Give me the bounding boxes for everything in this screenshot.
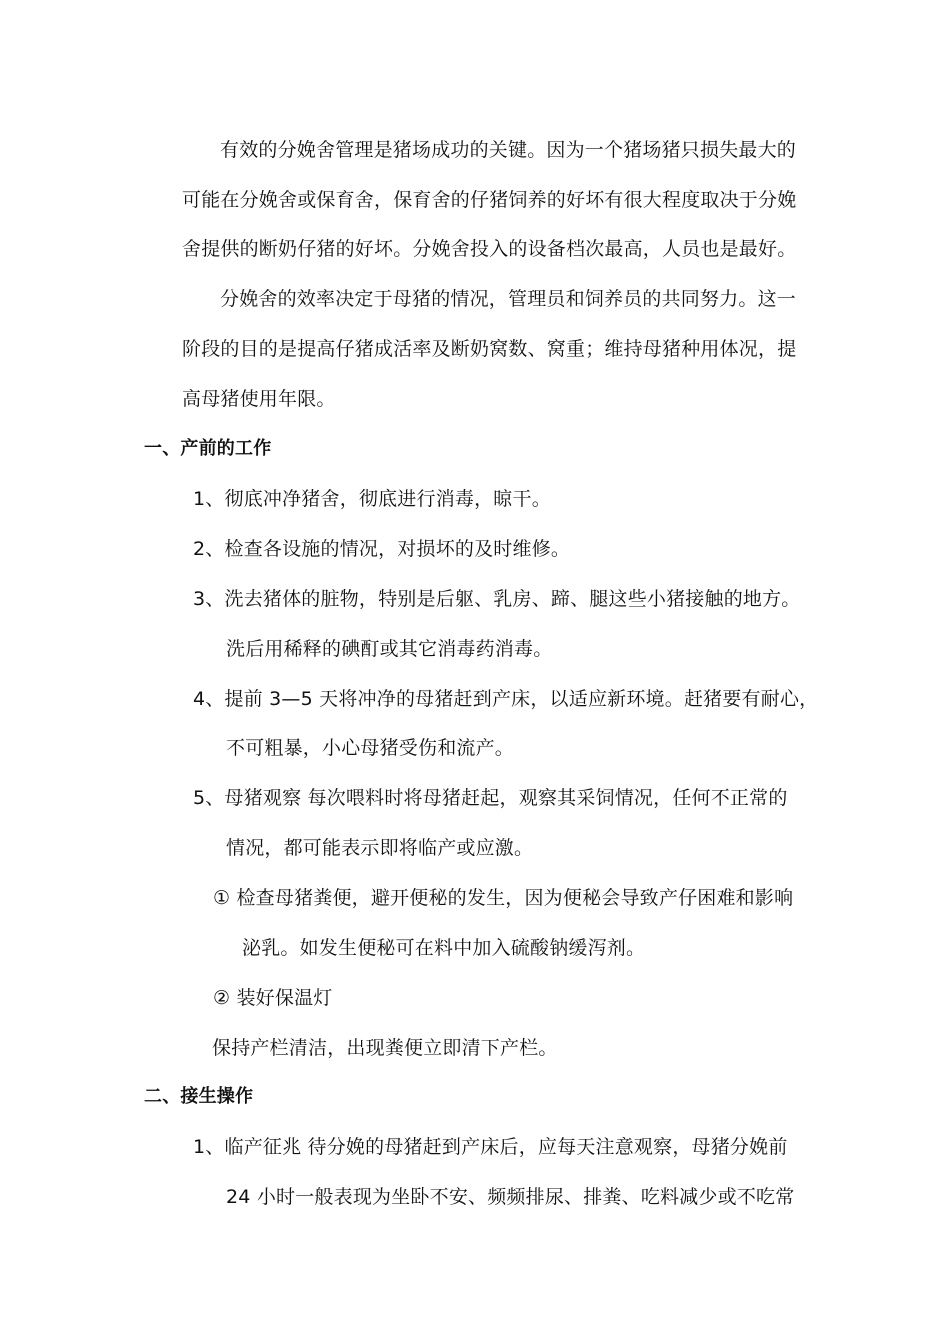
list-item-1: 1、彻底冲净猪舍，彻底进行消毒，晾干。 [193,488,551,510]
list-item-5: 5、母猪观察 每次喂料时将母猪赶起，观察其采饲情况，任何不正常的 [193,787,788,809]
list-item-2: 2、检查各设施的情况，对损坏的及时维修。 [193,538,571,560]
list-item-3-cont: 洗后用稀释的碘酊或其它消毒药消毒。 [226,638,553,660]
sub-item-1-cont: 泌乳。如发生便秘可在料中加入硫酸钠缓泻剂。 [242,937,646,959]
intro-p1-line-2: 可能在分娩舍或保育舍，保育舍的仔猪饲养的好坏有很大程度取决于分娩 [182,189,797,211]
list-item-labor-signs: 1、临产征兆 待分娩的母猪赶到产床后，应每天注意观察，母猪分娩前 [193,1136,788,1158]
list-item-labor-signs-cont: 24 小时一般表现为坐卧不安、频频排尿、排粪、吃料减少或不吃常 [226,1186,795,1208]
intro-p1-line-1: 有效的分娩舍管理是猪场成功的关键。因为一个猪场猪只损失最大的 [220,139,797,161]
intro-p2-line-2: 阶段的目的是提高仔猪成活率及断奶窝数、窝重；维持母猪种用体况，提 [182,338,797,360]
sub-item-1: ① 检查母猪粪便，避开便秘的发生，因为便秘会导致产仔困难和影响 [213,887,794,909]
intro-p1-line-3: 舍提供的断奶仔猪的好坏。分娩舍投入的设备档次最高，人员也是最好。 [182,238,797,260]
section-heading-prepartum: 一、产前的工作 [144,438,272,459]
section-heading-delivery: 二、接生操作 [144,1086,254,1107]
list-item-4-cont: 不可粗暴，小心母猪受伤和流产。 [226,737,515,759]
list-item-3: 3、洗去猪体的脏物，特别是后躯、乳房、蹄、腿这些小猪接触的地方。 [193,588,801,610]
sub-item-2: ② 装好保温灯 [213,987,333,1009]
intro-p2-line-1: 分娩舍的效率决定于母猪的情况，管理员和饲养员的共同努力。这一 [220,288,797,310]
list-item-4: 4、提前 3—5 天将冲净的母猪赶到产床，以适应新环境。赶猪要有耐心， [193,688,819,710]
intro-p2-line-3: 高母猪使用年限。 [182,388,336,410]
list-item-5-cont: 情况，都可能表示即将临产或应激。 [226,837,534,859]
note-line: 保持产栏清洁，出现粪便立即清下产栏。 [212,1037,558,1059]
